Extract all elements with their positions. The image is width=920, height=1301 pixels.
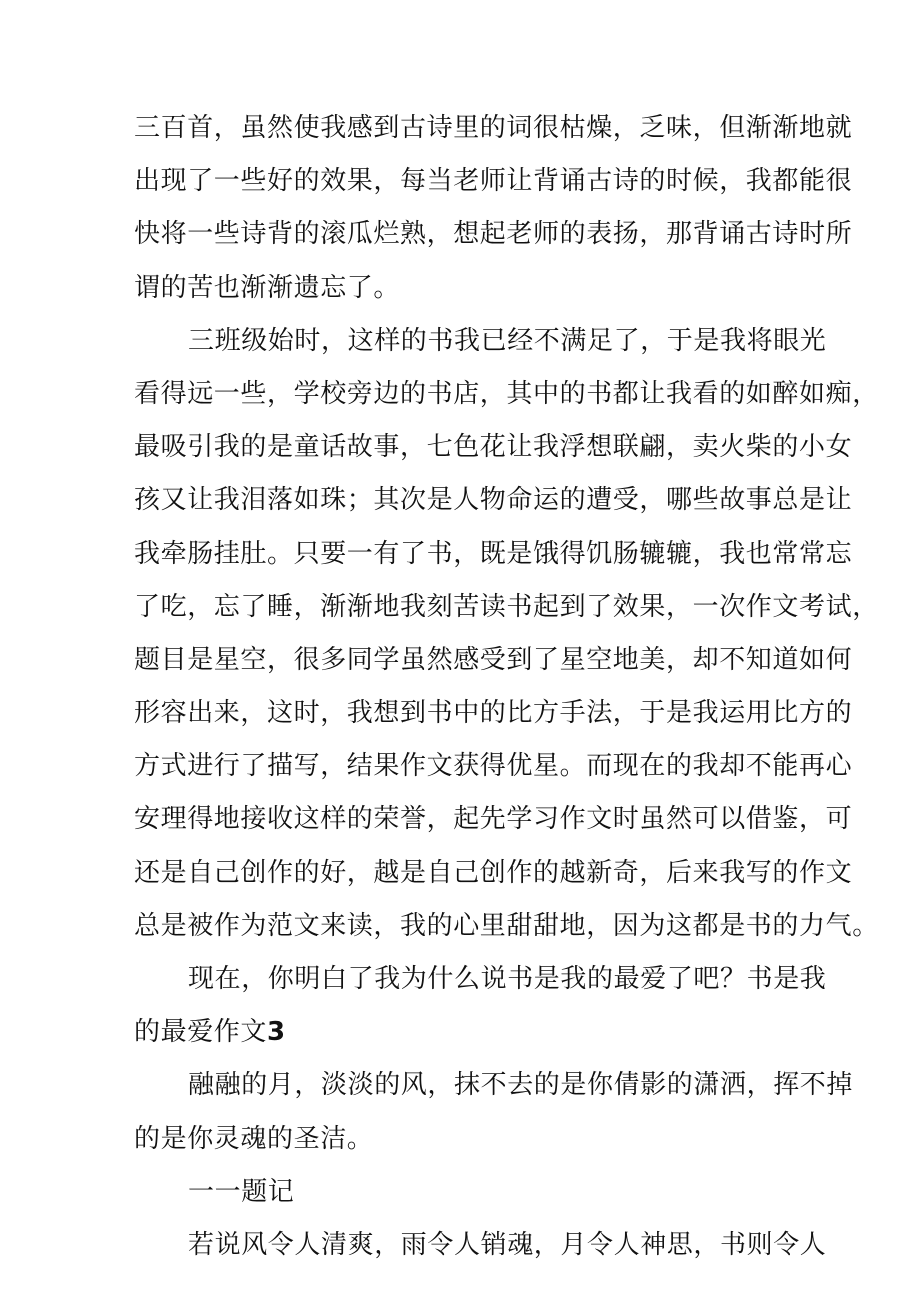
body-line: 方式进行了描写，结果作文获得优星。而现在的我却不能再心 — [134, 751, 853, 782]
heading-number: 3 — [267, 1017, 286, 1048]
body-line: 现在，你明白了我为什么说书是我的最爱了吧？书是我 — [188, 964, 827, 994]
body-line: 看得远一些，学校旁边的书店，其中的书都让我看的如醉如痴， — [134, 378, 879, 409]
body-line: 总是被作为范文来读，我的心里甜甜地，因为这都是书的力气。 — [134, 910, 879, 941]
body-line: 最吸引我的是童话故事，七色花让我浮想联翩，卖火柴的小女 — [134, 432, 853, 463]
body-line: 谓的苦也渐渐遗忘了。 — [134, 272, 401, 303]
body-line: 了吃，忘了睡，渐渐地我刻苦读书起到了效果，一次作文考试， — [134, 591, 879, 622]
body-line: 快将一些诗背的滚瓜烂熟，想起老师的表扬，那背诵古诗时所 — [134, 219, 853, 250]
body-line: 三百首，虽然使我感到古诗里的词很枯燥，乏味，但渐渐地就 — [134, 113, 853, 143]
body-line: 形容出来，这时，我想到书中的比方手法，于是我运用比方的 — [134, 698, 853, 729]
body-line: 三班级始时，这样的书我已经不满足了，于是我将眼光 — [188, 325, 827, 356]
body-line: 融融的月，淡淡的风，抹不去的是你倩影的潇洒，挥不掉 — [188, 1070, 854, 1101]
body-line: 出现了一些好的效果，每当老师让背诵古诗的时候，我都能很 — [134, 166, 853, 197]
body-line: 还是自己创作的好，越是自己创作的越新奇，后来我写的作文 — [134, 857, 853, 888]
body-line: 若说风令人清爽，雨令人销魂，月令人神思，书则令人 — [188, 1229, 827, 1260]
body-line: 孩又让我泪落如珠；其次是人物命运的遭受，哪些故事总是让 — [134, 485, 853, 516]
heading-text: 的最爱作文 — [134, 1017, 268, 1048]
section-heading — [134, 1006, 794, 1059]
body-line: 题目是星空，很多同学虽然感受到了星空地美，却不知道如何 — [134, 644, 853, 675]
document-body — [134, 102, 879, 1272]
body-line: 安理得地接收这样的荣誉，起先学习作文时虽然可以借鉴，可 — [134, 804, 853, 835]
body-line: 的是你灵魂的圣洁。 — [134, 1123, 374, 1154]
epigraph-label: 一一题记 — [188, 1176, 295, 1207]
body-line: 我牵肠挂肚。只要一有了书，既是饿得饥肠辘辘，我也常常忘 — [134, 538, 853, 569]
